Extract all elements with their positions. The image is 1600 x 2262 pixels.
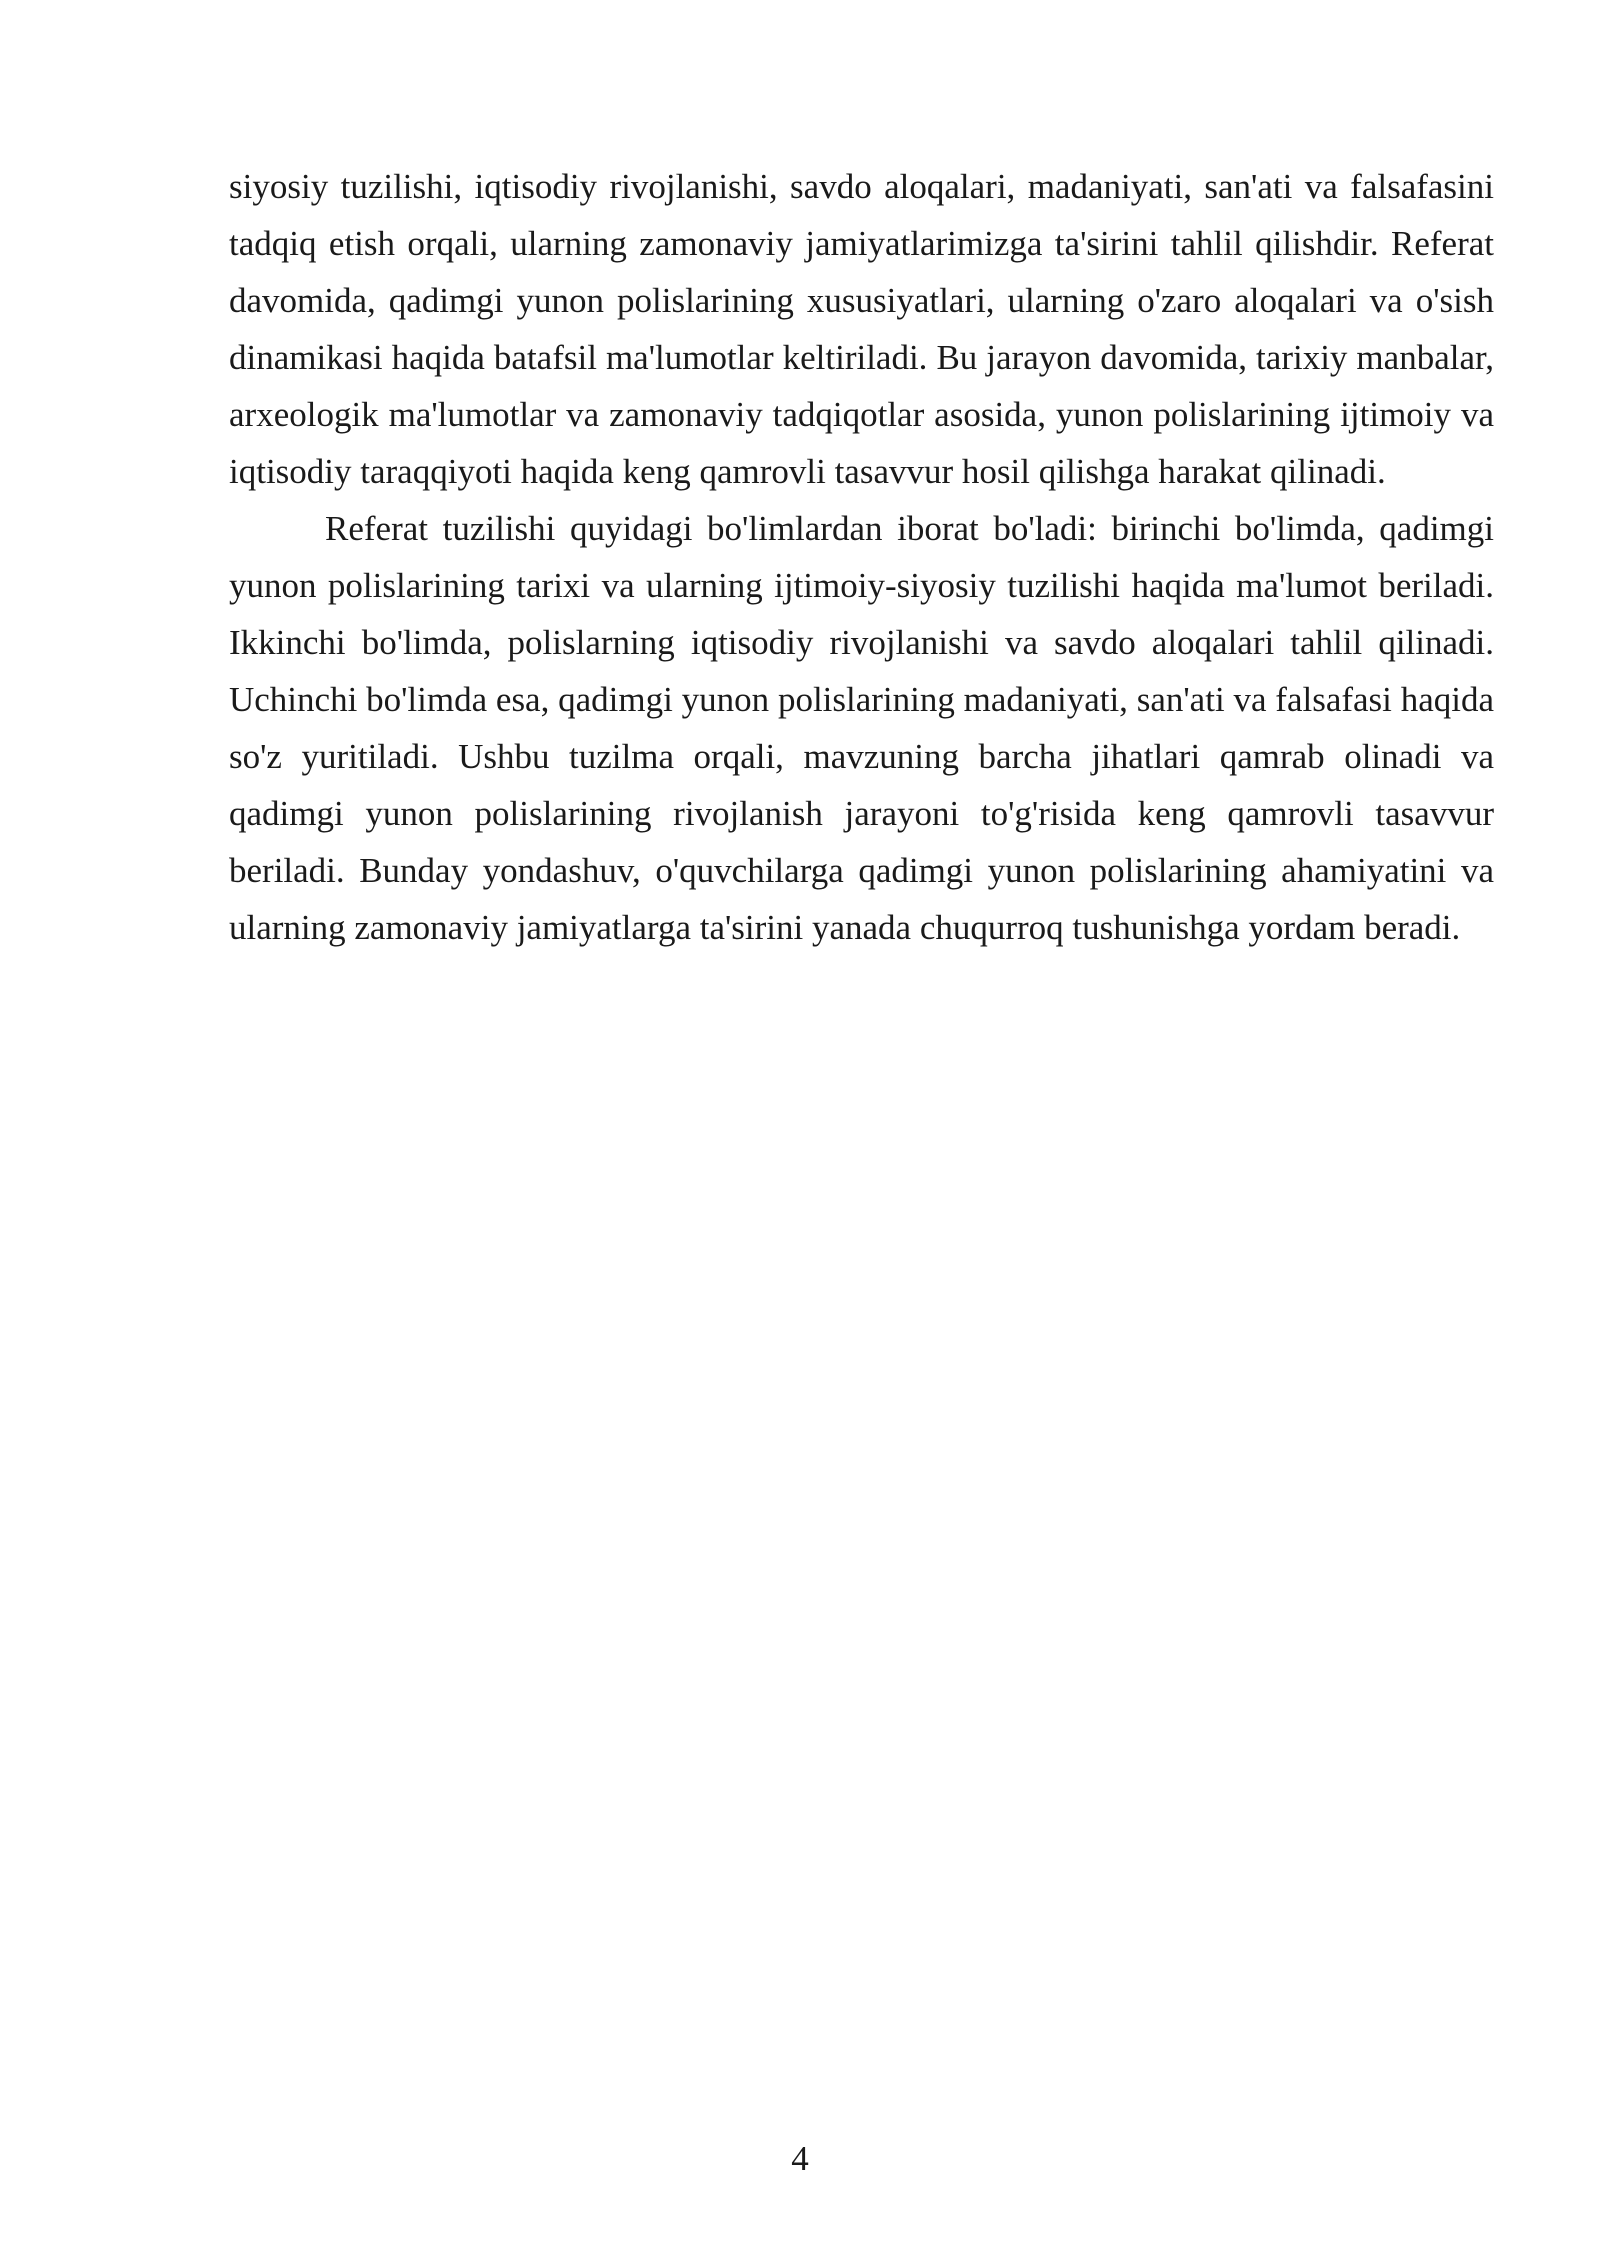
body-text <box>229 158 1494 956</box>
paragraph-report-structure: Referat tuzilishi quyidagi bo'limlardan iborat bo'ladi: birinchi bo'limda, qadimgi yunon polislarining tarixi va ularning ijtimoiy-siyosiy tuzilishi haqida ma'lumot beriladi. Ikkinchi bo'limda, polislarning iqtisodiy rivojlanishi va savdo aloqalari tahlil qilinadi. Uchinchi bo'limda esa, qadimgi yunon polislarining madaniyati, san'ati va falsafasi haqida so'z yuritiladi. Ushbu tuzilma orqali, mavzuning barcha jihatlari qamrab olinadi va qadimgi yunon polislarining rivojlanish jarayoni to'g'risida keng qamrovli tasavvur beriladi. Bunday yondashuv, o'quvchilarga qadimgi yunon polislarining ahamiyatini va ularning zamonaviy jamiyatlarga ta'sirini yanada chuqurroq tushunishga yordam beradi. <box>229 509 1494 947</box>
page-number: 4 <box>791 2139 809 2178</box>
paragraph-continuation: siyosiy tuzilishi, iqtisodiy rivojlanishi, savdo aloqalari, madaniyati, san'ati va falsafasini tadqiq etish orqali, ularning zamonaviy jamiyatlarimizga ta'sirini tahlil qilishdir. Referat davomida, qadimgi yunon polislarining xususiyatlari, ularning o'zaro aloqalari va o'sish dinamikasi haqida batafsil ma'lumotlar keltiriladi. Bu jarayon davomida, tarixiy manbalar, arxeologik ma'lumotlar va zamonaviy tadqiqotlar asosida, yunon polislarining ijtimoiy va iqtisodiy taraqqiyoti haqida keng qamrovli tasavvur hosil qilishga harakat qilinadi. <box>229 167 1494 491</box>
